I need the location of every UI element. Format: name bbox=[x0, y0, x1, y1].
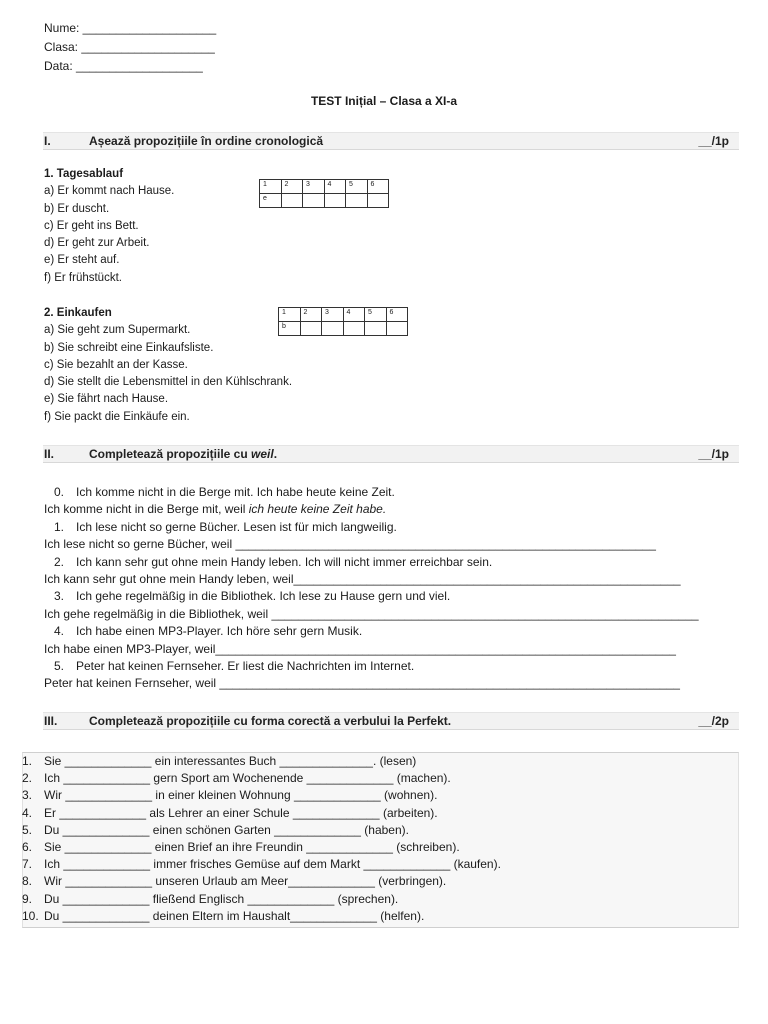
list-item: a) Er kommt nach Hause. bbox=[44, 185, 175, 198]
date-line: Data: ___________________ bbox=[44, 59, 203, 73]
answer-cell[interactable] bbox=[343, 322, 365, 336]
section-1-score: __/1p bbox=[698, 134, 729, 148]
list-item[interactable] bbox=[22, 856, 501, 873]
answer-cell[interactable] bbox=[365, 322, 387, 336]
exercise-prompt bbox=[44, 554, 699, 571]
answer-line[interactable]: Ich gehe regelmäßig in die Bibliothek, weil ________________________________________________________________ bbox=[44, 606, 699, 621]
list-item: f) Er frühstückt. bbox=[44, 271, 122, 284]
section-2-title-text: Completează propozițiile cu bbox=[89, 447, 252, 461]
item-number: 1. bbox=[54, 519, 65, 534]
list-item[interactable] bbox=[22, 908, 501, 925]
exercise-prompt bbox=[44, 519, 699, 536]
item-number: 2. bbox=[54, 554, 65, 569]
table-cell: 3 bbox=[322, 308, 344, 322]
item-text: Wir _____________ unseren Urlaub am Meer_____________ (verbringen). bbox=[44, 874, 447, 889]
answer-cell[interactable] bbox=[303, 194, 325, 208]
table-cell: 4 bbox=[343, 308, 365, 322]
exercise-prompt bbox=[44, 658, 699, 675]
item-number: 2. bbox=[22, 771, 33, 786]
list-item: f) Sie packt die Einkäufe ein. bbox=[44, 410, 190, 423]
section-2-score: __/1p bbox=[698, 447, 729, 461]
list-item: c) Sie bezahlt an der Kasse. bbox=[44, 358, 188, 371]
item-text: Ich _____________ gern Sport am Wochenende _____________ (machen). bbox=[44, 771, 451, 786]
section-2-title-keyword: weil bbox=[251, 447, 274, 461]
list-item: a) Sie geht zum Supermarkt. bbox=[44, 324, 191, 337]
class-line: Clasa: ____________________ bbox=[44, 40, 215, 54]
example-answer bbox=[44, 501, 699, 518]
table-cell: 4 bbox=[324, 180, 346, 194]
item-text: Sie _____________ ein interessantes Buch ______________. (lesen) bbox=[44, 754, 417, 768]
list-item[interactable] bbox=[22, 805, 501, 822]
section-2-number: II. bbox=[44, 447, 55, 461]
weil-exercises bbox=[44, 484, 699, 693]
answer-text: Ich komme nicht in die Berge mit, weil bbox=[44, 502, 249, 517]
item-number: 8. bbox=[22, 874, 33, 889]
prompt-text: Ich komme nicht in die Berge mit. Ich habe heute keine Zeit. bbox=[76, 485, 395, 499]
list-item[interactable] bbox=[22, 873, 501, 890]
table-cell: 1 bbox=[260, 180, 282, 194]
exercise-tagesablauf bbox=[44, 166, 174, 287]
answer-line[interactable]: Ich habe einen MP3-Player, weil_____________________________________________________________________ bbox=[44, 641, 676, 656]
list-item: e) Sie fährt nach Hause. bbox=[44, 393, 169, 406]
item-number: 10. bbox=[22, 908, 39, 923]
item-number: 5. bbox=[54, 659, 65, 674]
item-text: Er _____________ als Lehrer an einer Schule _____________ (arbeiten). bbox=[44, 805, 438, 820]
prompt-text: Ich lese nicht so gerne Bücher. Lesen ist für mich langweilig. bbox=[76, 519, 397, 534]
item-number: 4. bbox=[22, 805, 33, 820]
answer-line[interactable]: Peter hat keinen Fernseher, weil _____________________________________________________________________ bbox=[44, 676, 680, 691]
order-table-2 bbox=[278, 307, 408, 336]
item-number: 1. bbox=[22, 754, 33, 768]
item-number: 3. bbox=[54, 589, 65, 604]
item-text: Du _____________ einen schönen Garten _____________ (haben). bbox=[44, 822, 409, 837]
prompt-text: Peter hat keinen Fernseher. Er liest die Nachrichten im Internet. bbox=[76, 659, 415, 674]
name-line: Nume: ____________________ bbox=[44, 21, 217, 35]
list-item[interactable] bbox=[22, 891, 501, 908]
order-table-1 bbox=[259, 179, 389, 208]
item-number: 4. bbox=[54, 624, 65, 639]
item-number: 5. bbox=[22, 822, 33, 837]
example-prompt bbox=[44, 484, 699, 501]
exercise-1-title: 1. Tagesablauf bbox=[44, 168, 124, 180]
exercise-einkaufen bbox=[44, 305, 292, 426]
table-cell: 2 bbox=[300, 308, 322, 322]
exercise-prompt bbox=[44, 588, 699, 605]
item-text: Ich _____________ immer frisches Gemüse auf dem Markt _____________ (kaufen). bbox=[44, 857, 501, 872]
item-number: 6. bbox=[22, 840, 33, 855]
list-item[interactable] bbox=[22, 787, 501, 804]
answer-cell[interactable]: e bbox=[260, 194, 282, 208]
prompt-text: Ich kann sehr gut ohne mein Handy leben. Ich will nicht immer erreichbar sein. bbox=[76, 554, 493, 569]
table-cell: 1 bbox=[279, 308, 301, 322]
exercise-prompt bbox=[44, 623, 699, 640]
item-text: Du _____________ deinen Eltern im Haushalt_____________ (helfen). bbox=[44, 908, 425, 923]
answer-cell[interactable] bbox=[322, 322, 344, 336]
section-2-title-end: . bbox=[273, 447, 278, 461]
perfekt-list bbox=[22, 753, 501, 925]
answer-cell[interactable] bbox=[367, 194, 389, 208]
list-item[interactable] bbox=[22, 839, 501, 856]
table-cell: 5 bbox=[346, 180, 368, 194]
item-number: 0. bbox=[54, 485, 65, 499]
section-1-number: I. bbox=[44, 134, 51, 148]
list-item: b) Sie schreibt eine Einkaufsliste. bbox=[44, 341, 214, 354]
section-3-title: Completează propozițiile cu forma corectă a verbului la Perfekt. bbox=[89, 714, 452, 728]
section-3-header bbox=[43, 712, 739, 730]
section-1-title: Așează propozițiile în ordine cronologică bbox=[89, 134, 324, 148]
exercise-2-title: 2. Einkaufen bbox=[44, 307, 112, 319]
item-number: 9. bbox=[22, 891, 33, 906]
answer-cell[interactable] bbox=[281, 194, 303, 208]
list-item: e) Er steht auf. bbox=[44, 254, 120, 267]
item-text: Wir _____________ in einer kleinen Wohnung _____________ (wohnen). bbox=[44, 788, 438, 803]
page-title: TEST Inițial – Clasa a XI-a bbox=[310, 94, 458, 108]
list-item: d) Er geht zur Arbeit. bbox=[44, 237, 150, 250]
item-text: Du _____________ fließend Englisch _____________ (sprechen). bbox=[44, 891, 399, 906]
answer-cell[interactable] bbox=[300, 322, 322, 336]
answer-cell[interactable] bbox=[386, 322, 408, 336]
answer-cell[interactable]: b bbox=[279, 322, 301, 336]
section-1-header bbox=[43, 132, 739, 150]
table-cell: 6 bbox=[367, 180, 389, 194]
list-item: c) Er geht ins Bett. bbox=[44, 219, 139, 232]
prompt-text: Ich gehe regelmäßig in die Bibliothek. Ich lese zu Hause gern und viel. bbox=[76, 589, 451, 604]
table-cell: 3 bbox=[303, 180, 325, 194]
table-cell: 6 bbox=[386, 308, 408, 322]
section-2-header bbox=[43, 445, 739, 463]
list-item[interactable] bbox=[22, 753, 501, 770]
answer-line[interactable]: Ich lese nicht so gerne Bücher, weil _______________________________________________________________ bbox=[44, 537, 656, 552]
table-cell: 5 bbox=[365, 308, 387, 322]
list-item[interactable] bbox=[22, 770, 501, 787]
answer-line[interactable]: Ich kann sehr gut ohne mein Handy leben, weil__________________________________________________________ bbox=[44, 572, 681, 587]
list-item: d) Sie stellt die Lebensmittel in den Kühlschrank. bbox=[44, 376, 293, 389]
prompt-text: Ich habe einen MP3-Player. Ich höre sehr gern Musik. bbox=[76, 624, 363, 639]
section-3-score: __/2p bbox=[698, 714, 729, 728]
item-text: Sie _____________ einen Brief an ihre Freundin _____________ (schreiben). bbox=[44, 840, 460, 855]
list-item[interactable] bbox=[22, 822, 501, 839]
section-2-title bbox=[89, 447, 277, 461]
list-item: b) Er duscht. bbox=[44, 202, 110, 215]
table-cell: 2 bbox=[281, 180, 303, 194]
answer-cell[interactable] bbox=[346, 194, 368, 208]
item-number: 7. bbox=[22, 857, 33, 872]
item-number: 3. bbox=[22, 788, 33, 803]
section-3-number: III. bbox=[44, 714, 58, 728]
answer-cell[interactable] bbox=[324, 194, 346, 208]
answer-italic: ich heute keine Zeit habe. bbox=[248, 502, 387, 517]
